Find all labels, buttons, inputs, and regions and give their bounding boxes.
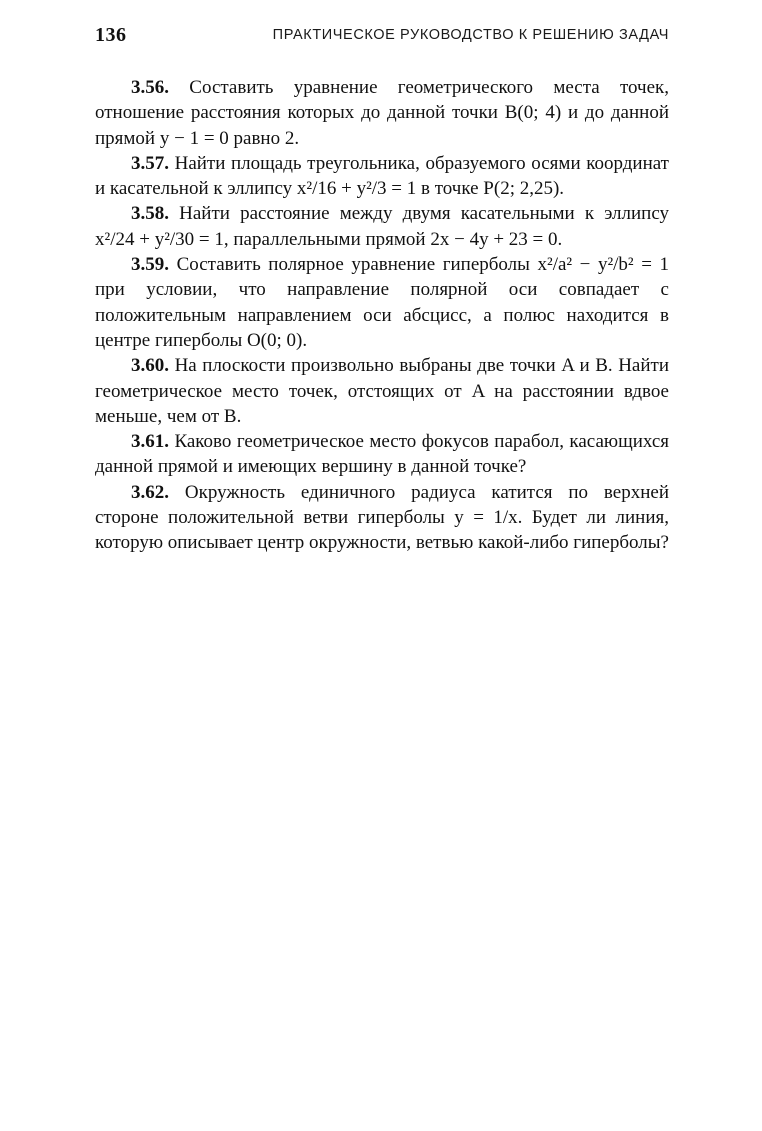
problem-text: На плоскости произвольно выбраны две точки A и B. Найти геометрическое место точек, отстоящих от A на расстоянии вдвое меньше, чем от B. [95,355,670,427]
problem-text: Составить уравнение геометрического места точек, отношение расстояния которых до данной точки B(0; 4) и до данной прямой y − 1 = 0 равно 2. [95,77,670,149]
problem-number: 3.57. [131,152,169,174]
problem-text: Окружность единичного радиуса катится по верхней стороне положительной ветви гиперболы y = 1/x. Будет ли линия, которую описывает центр окружности, ветвью какой-либо гиперболы? [95,481,669,554]
problem-number: 3.62. [131,481,169,503]
problem-text: Составить полярное уравнение гиперболы x²/a² − y²/b² = 1 при условии, что направление полярной оси совпадает с положительным направлением оси абсцисс, а полюс находится в центре гиперболы O(0; 0). [95,254,669,351]
page-header [95,24,669,52]
page-number: 136 [95,24,127,46]
problem-3-56 [95,75,669,151]
problem-text: Каково геометрическое место фокусов парабол, касающихся данной прямой и имеющих вершину в данной точке? [95,431,670,478]
running-title: ПРАКТИЧЕСКОЕ РУКОВОДСТВО К РЕШЕНИЮ ЗАДАЧ [272,27,669,43]
problem-number: 3.58. [131,203,169,225]
problem-number: 3.56. [131,77,169,98]
problem-text: Найти расстояние между двумя касательными к эллипсу x²/24 + y²/30 = 1, параллельными прямой 2x − 4y + 23 = 0. [95,203,670,250]
problem-3-60 [95,353,669,429]
problem-list [95,75,669,556]
problem-3-61 [95,429,669,480]
problem-number: 3.61. [131,431,169,453]
problem-number: 3.59. [131,254,169,276]
problem-3-59 [95,252,669,353]
problem-3-57 [95,151,669,202]
problem-text: Найти площадь треугольника, образуемого осями координат и касательной к эллипсу x²/16 + y²/3 = 1 в точке P(2; 2,25). [95,152,669,200]
problem-3-58 [95,201,669,252]
problem-3-62 [95,480,669,556]
problem-number: 3.60. [131,355,169,377]
